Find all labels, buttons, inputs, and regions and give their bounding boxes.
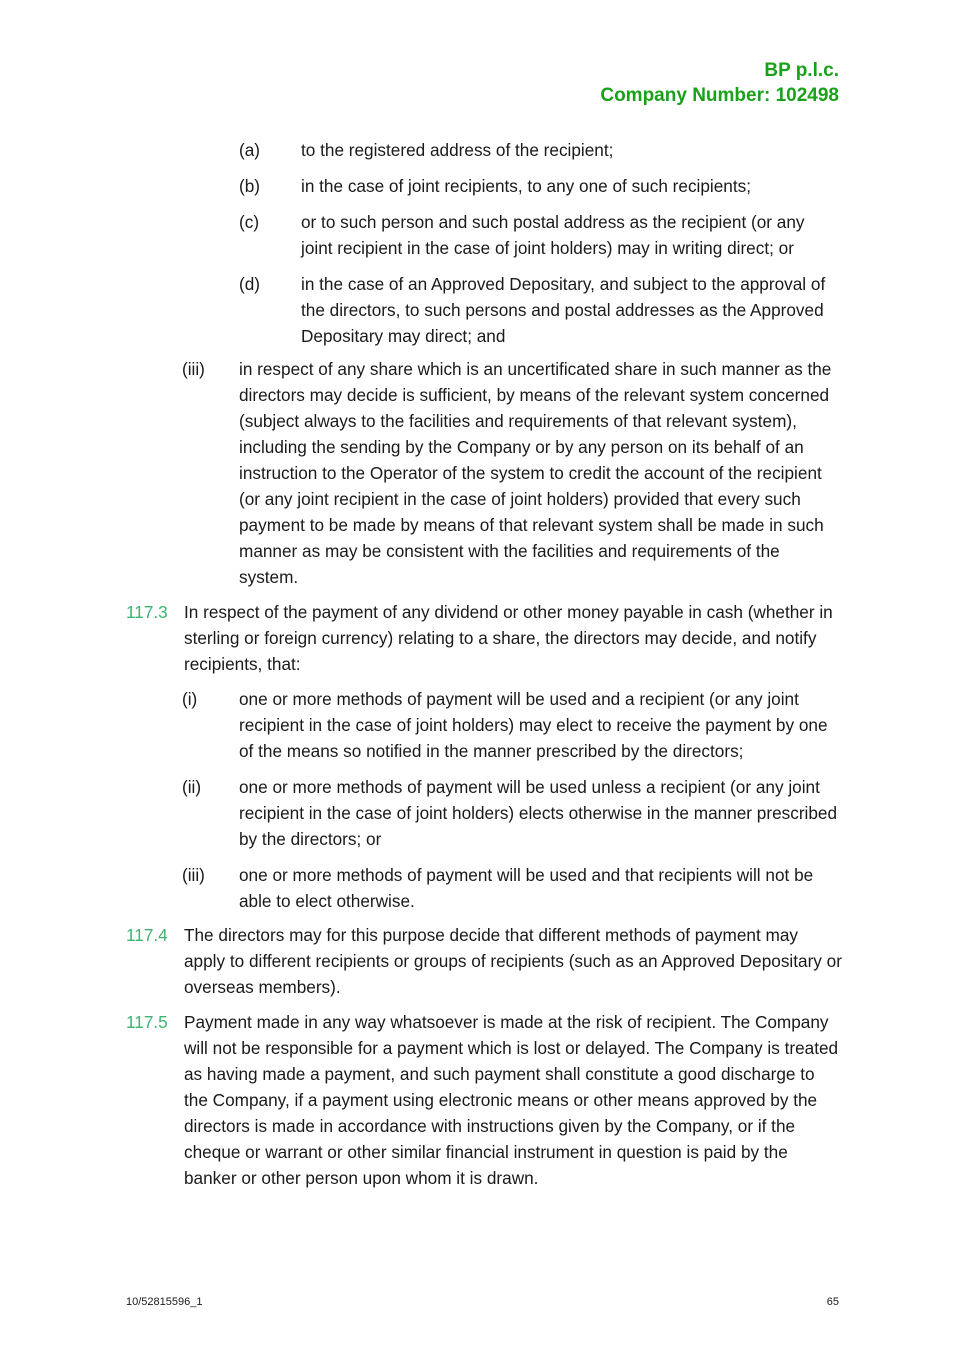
sub-item-text: or to such person and such postal address as the recipient (or any joint recipient in the case of joint holders) may in writing direct; or [301,212,805,258]
company-name: BP p.l.c. [764,60,839,81]
sub-item-label: (c) [239,212,260,232]
clause-117-3-item-i [182,686,842,764]
sub-item-d [239,271,839,349]
item-text: one or more methods of payment will be used and that recipients will not be able to elect otherwise. [239,865,814,911]
item-label: (i) [182,689,198,709]
footer-page-number: 65 [826,1296,839,1308]
item-label: (ii) [182,777,202,797]
clause-117-5 [126,1009,842,1191]
sub-item-c [239,209,839,261]
item-label: (iii) [182,359,205,379]
sub-item-text: to the registered address of the recipient; [301,140,614,160]
sub-item-text: in the case of an Approved Depositary, and subject to the approval of the directors, to such persons and postal addresses as the Approved Depositary may direct; and [301,274,826,346]
clause-117-4 [126,922,842,1000]
sub-item-label: (b) [239,176,261,196]
clause-117-3 [126,599,842,677]
item-text: in respect of any share which is an uncertificated share in such manner as the directors may decide is sufficient, by means of the relevant system concerned (subject always to the facilities and requirements of that relevant system), including the sending by the Company or by any person on its behalf of an instruction to the Operator of the system to credit the account of the recipient (or any joint recipient in the case of joint holders) provided that every such payment to be made by means of that relevant system shall be made in such manner as may be consistent with the facilities and requirements of the system. [239,359,832,587]
item-text: one or more methods of payment will be used and a recipient (or any joint recipient in the case of joint holders) may elect to receive the payment by one of the means so notified in the manner prescribed by the directors; [239,689,828,761]
item-iii-uncertificated [182,356,842,590]
clause-117-3-items [182,686,842,914]
clause-number: 117.4 [126,925,168,945]
clause-text: Payment made in any way whatsoever is made at the risk of recipient. The Company will not be responsible for a payment which is lost or delayed. The Company is treated as having made a payment, and such payment shall constitute a good discharge to the Company, if a payment using electronic means or other means approved by the directors is made in accordance with instructions given by the Company, or if the cheque or warrant or other similar financial instrument in question is paid by the banker or other person upon whom it is drawn. [184,1012,839,1188]
sub-item-text: in the case of joint recipients, to any one of such recipients; [301,176,751,196]
clause-117-3-item-ii [182,774,842,852]
sub-item-label: (a) [239,140,261,160]
sub-item-a [239,137,839,163]
clause-number: 117.3 [126,602,168,622]
footer-doc-ref: 10/52815596_1 [126,1296,203,1308]
company-number: Company Number: 102498 [600,85,839,106]
clause-text: The directors may for this purpose decide that different methods of payment may apply to different recipients or groups of recipients (such as an Approved Depositary or overseas members). [184,925,842,997]
clause-text: In respect of the payment of any dividend or other money payable in cash (whether in sterling or foreign currency) relating to a share, the directors may decide, and notify recipients, that: [184,602,833,674]
clause-117-3-item-iii [182,862,842,914]
item-text: one or more methods of payment will be used unless a recipient (or any joint recipient in the case of joint holders) elects otherwise in the manner prescribed by the directors; or [239,777,838,849]
item-label: (iii) [182,865,205,885]
clause-number: 117.5 [126,1012,168,1032]
sub-items-a-d [239,137,839,349]
sub-item-label: (d) [239,274,261,294]
sub-item-b [239,173,839,199]
document-header [600,58,839,108]
